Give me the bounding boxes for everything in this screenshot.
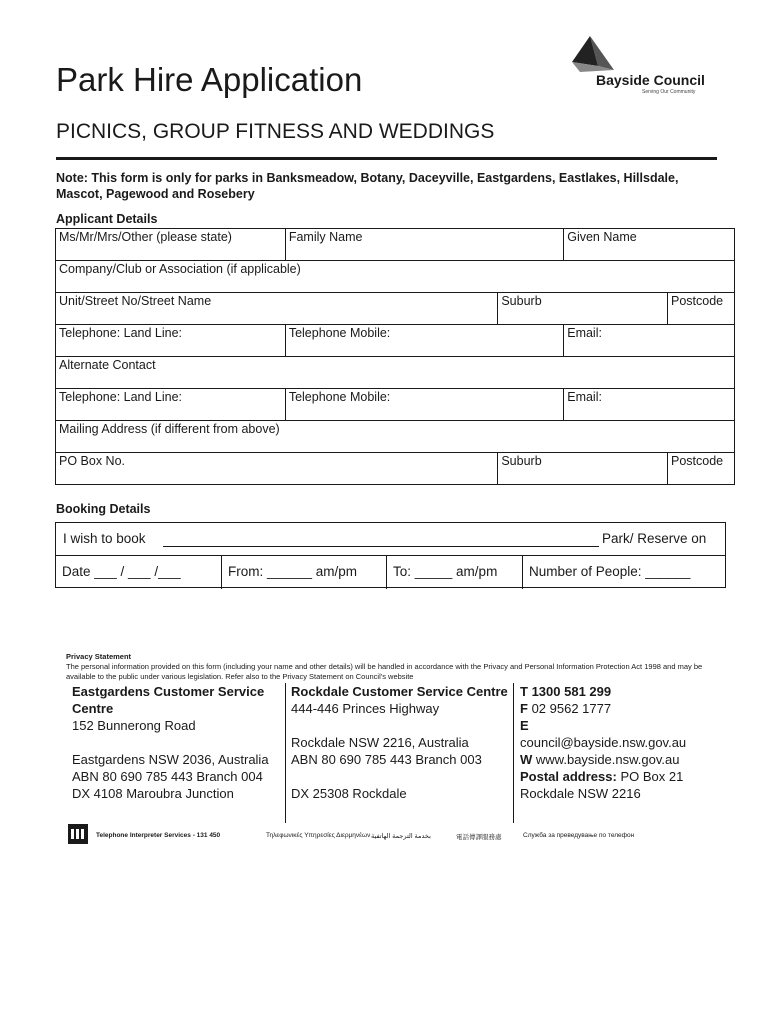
street-label: Unit/Street No/Street Name [59, 294, 212, 308]
page-subtitle: PICNICS, GROUP FITNESS AND WEDDINGS [56, 120, 495, 143]
mail-suburb-field[interactable] [498, 453, 668, 485]
privacy-text: The personal information provided on this form (including your name and other details) will be handled in accordance with the Privacy and Personal Information Protection Act 1998 and may be available to the public under various legislation. Refer also to the Privacy Statement on Council's website [66, 662, 703, 681]
family-name-label: Family Name [288, 230, 363, 244]
fax-line [520, 700, 720, 717]
booking-details-box [55, 522, 726, 588]
street-field[interactable] [56, 293, 498, 325]
parks-note: Note: This form is only for parks in Banksmeadow, Botany, Daceyville, Eastgardens, Eastlakes, Hillsdale, Mascot, Pagewood and Rosebery [56, 171, 679, 201]
po-box-label: PO Box No. [59, 454, 125, 468]
alternate-contact-field[interactable] [56, 357, 735, 389]
phone-prefix: T [520, 684, 528, 699]
booking-time-row [56, 556, 725, 589]
given-name-label: Given Name [567, 230, 637, 244]
family-name-field[interactable] [285, 229, 563, 261]
applicant-details-heading: Applicant Details [56, 212, 158, 226]
eastgardens-contact [72, 683, 272, 802]
mail-postcode-field[interactable] [667, 453, 734, 485]
park-reserve-label: Park/ Reserve on [602, 531, 707, 546]
from-time-label: From: ______ am/pm [228, 564, 358, 579]
email-label: Email: [567, 326, 602, 340]
rockdale-contact [291, 683, 516, 802]
rockdale-dx: DX 25308 Rockdale [291, 786, 407, 801]
interpreter-footer [68, 824, 688, 846]
column-divider [285, 683, 286, 823]
mobile-label: Telephone Mobile: [288, 326, 391, 340]
eastgardens-street: 152 Bunnerong Road [72, 718, 196, 733]
number-of-people-field[interactable] [523, 556, 725, 589]
po-box-field[interactable] [56, 453, 498, 485]
alt-mobile-field[interactable] [285, 389, 563, 421]
alt-land-line-label: Telephone: Land Line: [59, 390, 183, 404]
suburb-label: Suburb [501, 294, 542, 308]
phone-number: 1300 581 299 [531, 684, 612, 699]
postcode-field[interactable] [667, 293, 734, 325]
macedonian-interpreter-text: Служба за преведување по телефон [523, 832, 635, 839]
mail-postcode-label: Postcode [670, 454, 724, 468]
arabic-interpreter-text: بخدمة الترجمة الهاتفية [371, 833, 431, 840]
postal-box: PO Box 21 [620, 769, 684, 784]
bayside-council-logo [566, 36, 716, 100]
rockdale-street: 444-446 Princes Highway [291, 701, 440, 716]
page-title: Park Hire Application [56, 61, 363, 98]
mail-suburb-label: Suburb [501, 454, 542, 468]
alt-land-line-field[interactable] [56, 389, 286, 421]
company-label: Company/Club or Association (if applicable) [59, 262, 301, 276]
alt-mobile-label: Telephone Mobile: [288, 390, 391, 404]
alternate-contact-label: Alternate Contact [59, 358, 156, 372]
website: www.bayside.nsw.gov.au [535, 752, 680, 767]
email-field[interactable] [564, 325, 735, 357]
date-field[interactable] [56, 556, 222, 589]
council-contact-details [520, 683, 720, 802]
privacy-statement [66, 652, 716, 682]
land-line-field[interactable] [56, 325, 286, 357]
fax-number: 02 9562 1777 [531, 701, 612, 716]
from-time-field[interactable] [222, 556, 387, 589]
mobile-field[interactable] [285, 325, 563, 357]
company-field[interactable] [56, 261, 735, 293]
greek-interpreter-text: Τηλεφωνικές Υπηρεσίες Διερμηνέων [266, 832, 371, 839]
logo-name: Bayside Council [596, 72, 705, 88]
postcode-label: Postcode [670, 294, 724, 308]
given-name-field[interactable] [564, 229, 735, 261]
mailing-address-field[interactable] [56, 421, 735, 453]
number-of-people-label: Number of People: ______ [529, 564, 691, 579]
applicant-details-table [55, 228, 735, 485]
booking-details-heading: Booking Details [56, 502, 151, 516]
alt-email-field[interactable] [564, 389, 735, 421]
eastgardens-city: Eastgardens NSW 2036, Australia [72, 752, 269, 767]
land-line-label: Telephone: Land Line: [59, 326, 183, 340]
email-prefix: E [520, 718, 529, 733]
privacy-title: Privacy Statement [66, 652, 132, 661]
council-email: council@bayside.nsw.gov.au [520, 735, 687, 750]
eastgardens-dx: DX 4108 Maroubra Junction [72, 786, 234, 801]
to-time-field[interactable] [387, 556, 523, 589]
fax-prefix: F [520, 701, 528, 716]
header-rule [56, 157, 717, 160]
title-field[interactable] [56, 229, 286, 261]
postal-city: Rockdale NSW 2216 [520, 786, 641, 801]
triangle-logo-icon [568, 36, 618, 76]
rockdale-name: Rockdale Customer Service Centre [291, 684, 508, 699]
logo-tagline: Serving Our Community [642, 89, 696, 95]
park-name-field[interactable] [163, 546, 599, 547]
chinese-interpreter-text: 電話傳譯服務處 [456, 834, 502, 841]
title-field-label: Ms/Mr/Mrs/Other (please state) [59, 230, 232, 244]
suburb-field[interactable] [498, 293, 668, 325]
postal-address [520, 768, 720, 785]
book-park-row [56, 523, 725, 556]
to-time-label: To: _____ am/pm [393, 564, 498, 579]
mailing-address-label: Mailing Address (if different from above) [59, 422, 280, 436]
interpreter-icon [68, 824, 88, 844]
phone-line [520, 683, 720, 700]
eastgardens-abn: ABN 80 690 785 443 Branch 004 [72, 769, 263, 784]
date-label: Date ___ / ___ /___ [62, 564, 181, 579]
rockdale-city: Rockdale NSW 2216, Australia [291, 735, 469, 750]
rockdale-abn: ABN 80 690 785 443 Branch 003 [291, 752, 482, 767]
eastgardens-name: Eastgardens Customer Service Centre [72, 684, 265, 716]
web-prefix: W [520, 752, 533, 767]
website-line [520, 751, 720, 768]
interpreter-label: Telephone Interpreter Services - 131 450 [96, 832, 221, 839]
alt-email-label: Email: [567, 390, 602, 404]
wish-to-book-label: I wish to book [63, 531, 146, 546]
postal-label: Postal address: [520, 769, 617, 784]
